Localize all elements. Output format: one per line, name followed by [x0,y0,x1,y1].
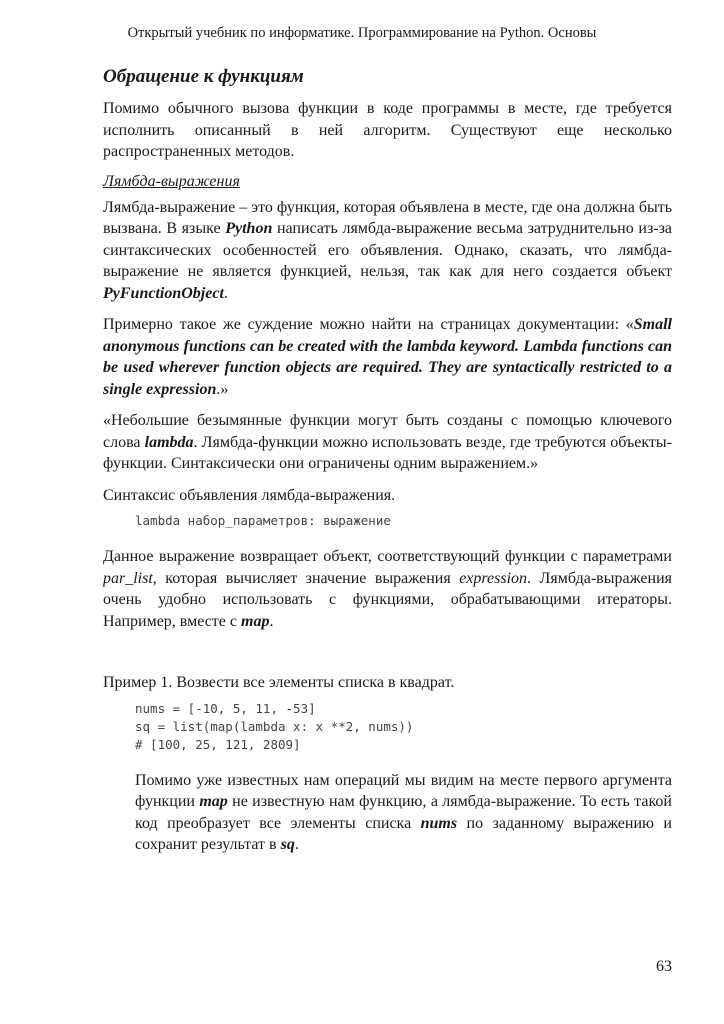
sq-term: sq [280,836,295,853]
english-quote: Small anonymous functions can be created with the lambda keyword. Lambda functions can be used wherever function objects are required. They are syntactically restricted to a single expression [103,316,672,398]
syntax-intro-paragraph: Синтаксис объявления лямбда-выражения. [103,486,396,504]
code-line: lambda набор_параметров: выражение [135,513,391,528]
pyfunctionobject-term: PyFunctionObject [103,284,224,302]
intro-paragraph: Помимо обычного вызова функции в коде программы в месте, где требуется исполнить описанный в ней алгоритм. Существуют еще несколько распространенных методов. [103,100,672,160]
example-title: Пример 1. Возвести все элементы списка в квадрат. [103,674,455,691]
map-term: map [199,793,228,810]
return-value-paragraph: Данное выражение возвращает объект, соответствующий функции с параметрами par_list, которая вычисляет значение выражения expression. Лямбда-выражения очень удобно использовать с функциями, обрабатывающими итераторы. Например, вместе с map. [103,548,673,630]
code-line: nums = [-10, 5, 11, -53] [135,700,316,716]
map-term: map [241,612,270,630]
lambda-definition-paragraph: Лямбда-выражение – это функция, которая объявлена в месте, где она должна быть вызвана. В языке Python написать лямбда-выражение весьма затруднительно из-за синтаксических особенностей его объявления. Однако, сказать, что лямбда-выражение не является функцией, нельзя, так как для него создается объект PyFunctionObject. [103,198,673,302]
documentation-quote-paragraph: Примерно такое же суждение можно найти на страницах документации: «Small anonymous functions can be created with the lambda keyword. Lambda functions can be used wherever function objects are required. They are syntactically restricted to a single expression.» [103,316,672,398]
page-number: 63 [656,958,672,975]
lambda-term: lambda [144,433,194,451]
subsection-title: Лямбда-выражения [103,172,240,190]
page-header: Открытый учебник по информатике. Программирование на Python. Основы [127,25,597,41]
code-line: # [100, 25, 121, 2809] [135,736,301,752]
nums-term: nums [420,814,458,832]
example-explanation-paragraph: Помимо уже известных нам операций мы видим на месте первого аргумента функции map не известную нам функцию, а лямбда-выражение. То есть такой код преобразует все элементы списка nums по заданному выражению и сохранит результат в sq. [135,771,672,853]
example-code-block [135,700,672,754]
syntax-code-block [135,512,672,530]
page-content [103,66,672,866]
section-title: Обращение к функциям [103,66,304,87]
code-line: sq = list(map(lambda x: x **2, nums)) [135,718,414,734]
python-term: Python [225,220,273,237]
expression-term: expression [459,569,528,587]
translation-paragraph: «Небольшие безымянные функции могут быть созданы с помощью ключевого слова lambda. Лямбда-функции можно использовать везде, где требуются объекты-функции. Синтаксически они ограничены одним выражением.» [103,412,672,472]
par-list-term: par_list [103,569,153,587]
